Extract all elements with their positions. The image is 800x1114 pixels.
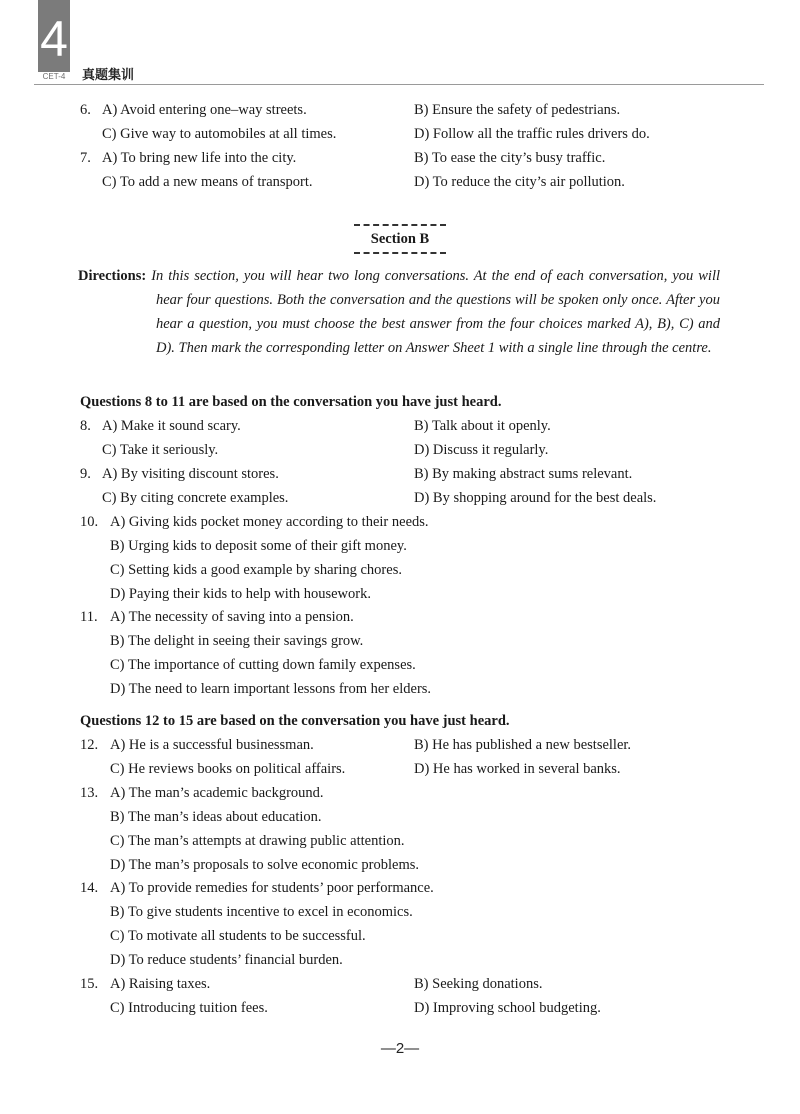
directions-paragraph — [78, 264, 721, 360]
option-a: A) He is a successful businessman. — [110, 737, 314, 753]
page-number: —2— — [380, 1040, 420, 1057]
option-a: A) The man’s academic background. — [110, 785, 324, 801]
question-number: 10. — [80, 514, 99, 530]
option-c: C) Setting kids a good example by sharing chores. — [110, 562, 402, 578]
question-number: 6. — [80, 102, 91, 118]
question-number: 11. — [80, 609, 98, 625]
question-group-heading: Questions 12 to 15 are based on the conversation you have just heard. — [80, 713, 510, 729]
option-d: D) Discuss it regularly. — [414, 442, 549, 458]
question-number: 7. — [80, 150, 91, 166]
header-divider — [34, 84, 764, 85]
option-b: B) Urging kids to deposit some of their gift money. — [110, 538, 407, 554]
option-d: D) By shopping around for the best deals. — [414, 490, 657, 506]
option-a: A) Make it sound scary. — [102, 418, 241, 434]
option-b: B) By making abstract sums relevant. — [414, 466, 633, 482]
option-a: A) Giving kids pocket money according to their needs. — [110, 514, 429, 530]
option-b: B) The delight in seeing their savings grow. — [110, 633, 364, 649]
option-c: C) Give way to automobiles at all times. — [102, 126, 337, 142]
option-d: D) Paying their kids to help with housework. — [110, 586, 371, 602]
question-number: 13. — [80, 785, 99, 801]
option-d: D) Improving school budgeting. — [414, 1000, 601, 1016]
option-b: B) Talk about it openly. — [414, 418, 551, 434]
option-b: B) To give students incentive to excel in economics. — [110, 904, 413, 920]
directions-label: Directions: — [78, 268, 147, 284]
option-a: A) Raising taxes. — [110, 976, 211, 992]
option-b: B) Seeking donations. — [414, 976, 543, 992]
question-group-heading: Questions 8 to 11 are based on the conversation you have just heard. — [80, 394, 502, 410]
option-a: A) To provide remedies for students’ poor performance. — [110, 880, 434, 896]
section-title: Section B — [354, 224, 446, 254]
question-number: 9. — [80, 466, 91, 482]
option-a: A) To bring new life into the city. — [102, 150, 297, 166]
option-c: C) By citing concrete examples. — [102, 490, 289, 506]
question-number: 8. — [80, 418, 91, 434]
question-number: 14. — [80, 880, 99, 896]
option-a: A) Avoid entering one–way streets. — [102, 102, 307, 118]
option-b: B) The man’s ideas about education. — [110, 809, 322, 825]
option-a: A) The necessity of saving into a pension. — [110, 609, 354, 625]
option-d: D) To reduce students’ financial burden. — [110, 952, 343, 968]
option-c: C) To add a new means of transport. — [102, 174, 313, 190]
option-c: C) The man’s attempts at drawing public attention. — [110, 833, 405, 849]
question-number: 12. — [80, 737, 99, 753]
option-a: A) By visiting discount stores. — [102, 466, 279, 482]
exam-label: CET-4 — [42, 72, 66, 81]
option-c: C) He reviews books on political affairs. — [110, 761, 346, 777]
chapter-number: 4 — [40, 11, 68, 67]
directions-text: In this section, you will hear two long conversations. At the end of each conversation, you will hear four questions. Both the conversation and the questions will be spoken only once. After you hear a question, you must choose the best answer from the four choices marked A), B), C) and D). Then mark the corresponding letter on Answer Sheet 1 with a single line through the centre. — [151, 268, 721, 356]
page-header-title: 真题集训 — [82, 68, 135, 83]
option-b: B) He has published a new bestseller. — [414, 737, 632, 753]
option-c: C) The importance of cutting down family expenses. — [110, 657, 416, 673]
option-b: B) To ease the city’s busy traffic. — [414, 150, 606, 166]
option-c: C) To motivate all students to be successful. — [110, 928, 366, 944]
option-d: D) To reduce the city’s air pollution. — [414, 174, 625, 190]
option-d: D) The need to learn important lessons from her elders. — [110, 681, 432, 697]
option-c: C) Introducing tuition fees. — [110, 1000, 268, 1016]
option-b: B) Ensure the safety of pedestrians. — [414, 102, 621, 118]
option-d: D) He has worked in several banks. — [414, 761, 621, 777]
option-d: D) Follow all the traffic rules drivers do. — [414, 126, 650, 142]
option-d: D) The man’s proposals to solve economic problems. — [110, 857, 420, 873]
question-number: 15. — [80, 976, 99, 992]
option-c: C) Take it seriously. — [102, 442, 219, 458]
